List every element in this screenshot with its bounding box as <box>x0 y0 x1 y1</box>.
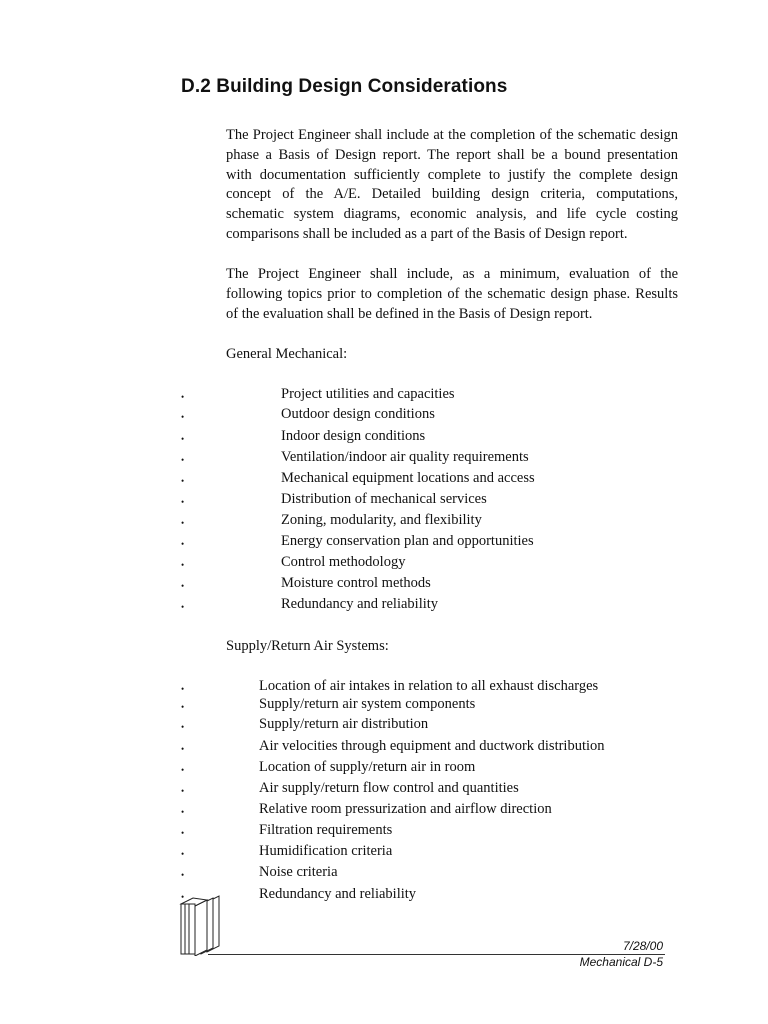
bullet-icon: • <box>181 412 185 422</box>
list-item: Project utilities and capacities <box>281 386 455 402</box>
bullet-icon: • <box>181 455 185 465</box>
bullet-icon: • <box>181 684 185 694</box>
list-item: Ventilation/indoor air quality requirements <box>281 449 529 465</box>
paragraph-line: of the evaluation shall be defined in the Basis of Design report. <box>226 305 593 322</box>
bullet-icon: • <box>181 392 185 402</box>
list-item: Air supply/return flow control and quantities <box>259 780 519 796</box>
paragraph-line: comparisons shall be included as a part of the Basis of Design report. <box>226 225 628 242</box>
paragraph-line: concept of the A/E. Detailed building design criteria, computations, <box>226 186 678 203</box>
paragraph-line: following topics prior to completion of the schematic design phase. Results <box>226 285 678 302</box>
bullet-icon: • <box>181 702 185 712</box>
list-item: Mechanical equipment locations and access <box>281 470 535 486</box>
list-item: Filtration requirements <box>259 822 393 838</box>
binder-logo-icon <box>179 894 229 956</box>
list-item: Energy conservation plan and opportunities <box>281 533 534 549</box>
list-item: Air velocities through equipment and ductwork distribution <box>259 738 605 754</box>
paragraph-line: with documentation sufficiently complete to justify the complete design <box>226 166 678 183</box>
bullet-icon: • <box>181 744 185 754</box>
list-item: Indoor design conditions <box>281 428 426 444</box>
bullet-icon: • <box>181 560 185 570</box>
bullet-icon: • <box>181 518 185 528</box>
list-item: Outdoor design conditions <box>281 406 435 422</box>
paragraph-line: The Project Engineer shall include at the completion of the schematic design <box>226 127 678 143</box>
bullet-icon: • <box>181 476 185 486</box>
bullet-icon: • <box>181 722 185 732</box>
list-item: Zoning, modularity, and flexibility <box>281 512 482 528</box>
bullet-icon: • <box>181 807 185 817</box>
list-item: Redundancy and reliability <box>281 596 439 612</box>
bullet-icon: • <box>181 786 185 796</box>
list-item: Location of air intakes in relation to all exhaust discharges <box>259 678 599 694</box>
bullet-icon: • <box>181 434 185 444</box>
paragraph-line: phase a Basis of Design report. The report shall be a bound presentation <box>226 146 678 163</box>
section-heading: D.2 Building Design Considerations <box>181 76 508 97</box>
supply-return-label: Supply/Return Air Systems: <box>226 638 389 654</box>
list-item: Moisture control methods <box>281 575 431 591</box>
footer-page-number: Mechanical D-5 <box>579 955 663 969</box>
bullet-icon: • <box>181 539 185 549</box>
bullet-icon: • <box>181 828 185 838</box>
intro-paragraph <box>226 126 678 245</box>
bullet-icon: • <box>181 581 185 591</box>
footer-date: 7/28/00 <box>622 939 663 953</box>
bullet-icon: • <box>181 602 185 612</box>
list-item: Control methodology <box>281 554 406 570</box>
list-item: Relative room pressurization and airflow direction <box>259 801 552 817</box>
list-item: Noise criteria <box>259 864 338 880</box>
list-item: Supply/return air distribution <box>259 716 429 732</box>
list-item: Redundancy and reliability <box>259 886 417 902</box>
bullet-icon: • <box>181 765 185 775</box>
list-item: Humidification criteria <box>259 843 393 859</box>
general-mechanical-label: General Mechanical: <box>226 346 348 362</box>
bullet-icon: • <box>181 497 185 507</box>
evaluation-paragraph <box>226 265 678 324</box>
bullet-icon: • <box>181 892 185 902</box>
list-item: Supply/return air system components <box>259 696 476 712</box>
paragraph-line: schematic system diagrams, economic analysis, and life cycle costing <box>226 206 678 223</box>
paragraph-line: The Project Engineer shall include, as a minimum, evaluation of the <box>226 266 678 282</box>
bullet-icon: • <box>181 849 185 859</box>
bullet-icon: • <box>181 870 185 880</box>
list-item: Location of supply/return air in room <box>259 759 476 775</box>
list-item: Distribution of mechanical services <box>281 491 487 507</box>
